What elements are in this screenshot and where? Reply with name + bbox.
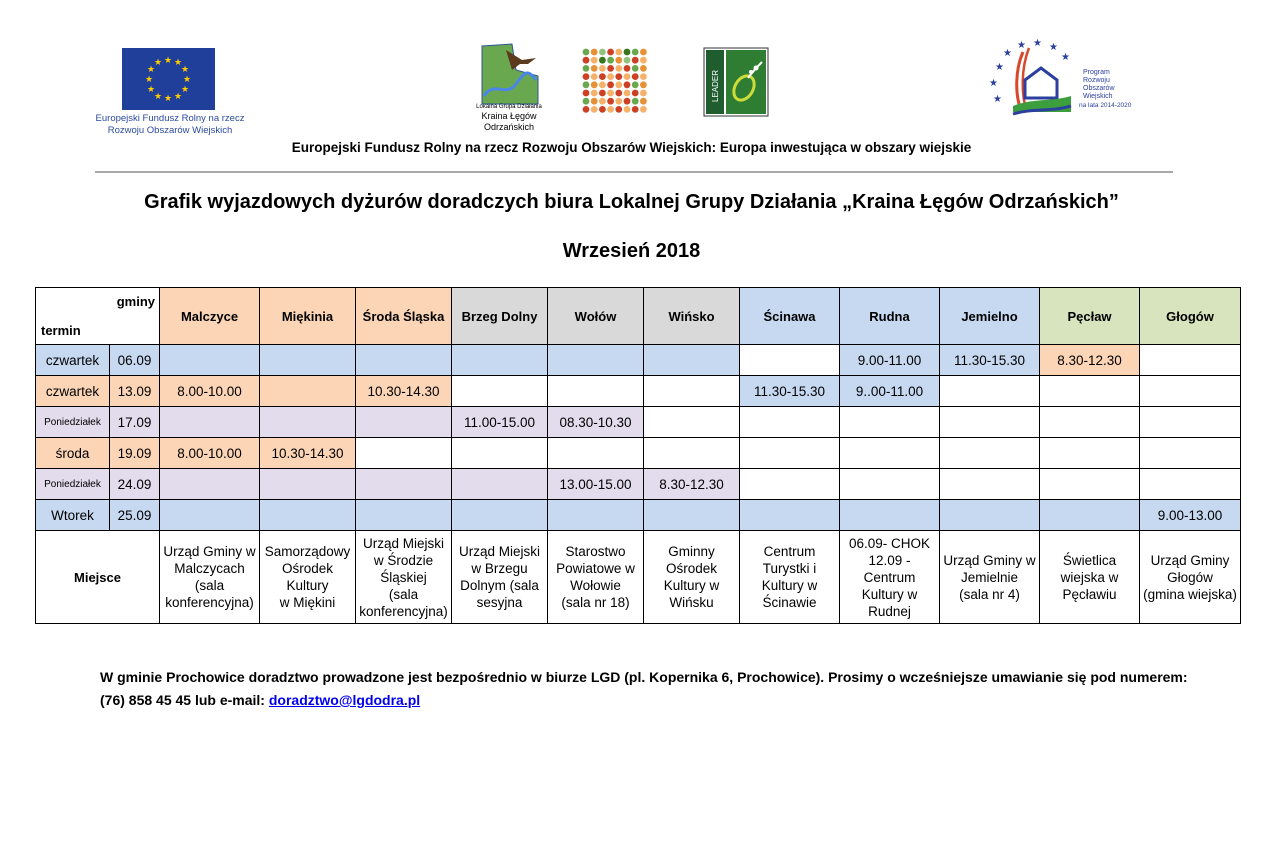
column-header: Głogów (1140, 288, 1241, 345)
svg-text:★: ★ (995, 62, 1004, 73)
row-day: Wtorek (36, 500, 110, 531)
table-row (36, 500, 1241, 531)
footer-note (100, 666, 1190, 712)
place-line: Kultury w (861, 586, 918, 602)
table-cell (644, 345, 740, 376)
dot-mark (640, 65, 647, 72)
table-cell (940, 376, 1040, 407)
row-day: czwartek (36, 345, 110, 376)
place-line: Turystki i (762, 561, 817, 576)
place-line: w Miękini (279, 595, 336, 610)
svg-text:★: ★ (144, 74, 154, 84)
place-line: Wołowie (570, 578, 621, 593)
table-cell (840, 469, 940, 500)
header-row (36, 288, 1241, 345)
dot-mark (615, 65, 622, 72)
table-cell (356, 407, 452, 438)
place-cell (740, 531, 840, 624)
table-cell (1040, 376, 1140, 407)
month-heading: Wrzesień 2018 (562, 240, 701, 262)
table-cell: 08.30-10.30 (548, 407, 644, 438)
lgd-caption-small: Lokalna Grupa Działania (476, 104, 542, 110)
table-cell (160, 500, 260, 531)
svg-text:★: ★ (1061, 52, 1070, 63)
place-cell (1040, 531, 1140, 624)
place-label: Miejsce (36, 531, 160, 624)
dot-mark (615, 49, 622, 56)
leader-logo (704, 48, 768, 116)
table-cell (160, 469, 260, 500)
row-date: 06.09 (110, 345, 160, 376)
dot-mark (599, 49, 606, 56)
svg-text:★: ★ (180, 84, 190, 94)
svg-text:★: ★ (182, 74, 192, 84)
eu-caption-line: Europejski Fundusz Rolny na rzecz (95, 113, 245, 124)
table-cell: 11.00-15.00 (452, 407, 548, 438)
dot-mark (607, 65, 614, 72)
table-cell (548, 376, 644, 407)
dot-mark (632, 65, 639, 72)
place-line: Samorządowy (264, 544, 351, 559)
table-cell: 11.30-15.30 (940, 345, 1040, 376)
place-line: Kultury w (663, 578, 720, 593)
svg-text:★: ★ (163, 93, 173, 103)
dot-mark (591, 57, 598, 64)
table-cell: 10.30-14.30 (356, 376, 452, 407)
svg-text:★: ★ (153, 91, 163, 101)
dot-mark (615, 57, 622, 64)
place-line: (sala (388, 586, 419, 602)
dots-pattern-logo (582, 48, 648, 114)
table-cell (260, 345, 356, 376)
dot-mark (599, 98, 606, 105)
place-line: Świetlica (1062, 552, 1117, 568)
table-cell (940, 500, 1040, 531)
row-day: czwartek (36, 376, 110, 407)
note-text: W gminie Prochowice doradztwo prowadzone jest bezpośrednio w biurze LGD (pl. Kopernika 6, Prochowice). Prosimy o wcześniejsze umawianie się pod numerem: (76) 858 45 45 lub e-mail: (100, 669, 1188, 708)
table-cell (452, 376, 548, 407)
prow-logo (985, 38, 1132, 122)
table-cell (356, 500, 452, 531)
table-cell (1140, 438, 1241, 469)
row-day: środa (36, 438, 110, 469)
lgd-caption-line: Kraina Łęgów (481, 111, 537, 121)
table-cell: 13.00-15.00 (548, 469, 644, 500)
place-line: Powiatowe w (556, 561, 635, 576)
dot-mark (591, 90, 598, 97)
table-cell (1140, 376, 1241, 407)
dot-mark (607, 98, 614, 105)
eu-caption-line: Rozwoju Obszarów Wiejskich (107, 125, 233, 136)
row-date: 25.09 (110, 500, 160, 531)
table-cell (740, 469, 840, 500)
table-cell (260, 407, 356, 438)
svg-text:★: ★ (146, 84, 156, 94)
corner-gminy-label: gminy (116, 294, 155, 309)
table-cell (260, 500, 356, 531)
dot-mark (640, 73, 647, 80)
column-header: Miękinia (260, 288, 356, 345)
dot-mark (632, 90, 639, 97)
prow-text-line: Rozwoju (1083, 77, 1110, 84)
place-line: Kultury w (761, 578, 818, 593)
table-cell: 9.00-13.00 (1140, 500, 1241, 531)
svg-text:★: ★ (180, 64, 190, 74)
table-row (36, 376, 1241, 407)
svg-text:★: ★ (173, 57, 183, 67)
lgd-bird-logo (476, 40, 544, 106)
table-cell (740, 438, 840, 469)
row-day: Poniedziałek (36, 407, 110, 438)
table-row (36, 345, 1241, 376)
dot-mark (591, 81, 598, 88)
dot-mark (624, 90, 631, 97)
dot-mark (624, 106, 631, 113)
eu-logo-caption (95, 113, 245, 137)
table-cell (1040, 407, 1140, 438)
dot-mark (632, 81, 639, 88)
column-header: Środa Śląska (356, 288, 452, 345)
table-cell: 8.00-10.00 (160, 376, 260, 407)
prow-text-line: na lata 2014-2020 (1079, 102, 1132, 109)
row-day: Poniedziałek (36, 469, 110, 500)
dot-mark (591, 49, 598, 56)
svg-text:★: ★ (173, 91, 183, 101)
places-row (36, 531, 1241, 624)
place-cell (548, 531, 644, 624)
table-cell (644, 407, 740, 438)
place-line: 06.09- CHOK (848, 535, 931, 551)
place-line: w Brzegu (471, 561, 528, 576)
svg-text:★: ★ (989, 78, 998, 89)
dot-mark (640, 49, 647, 56)
dot-mark (599, 57, 606, 64)
table-cell (740, 500, 840, 531)
place-line: Kultury (286, 578, 329, 593)
eu-stars-icon (122, 48, 215, 110)
table-row (36, 407, 1241, 438)
place-line: (sala (194, 578, 225, 593)
place-cell (160, 531, 260, 624)
table-cell (356, 345, 452, 376)
table-cell (548, 438, 644, 469)
place-cell (840, 531, 940, 624)
place-line: Wińsku (669, 595, 714, 610)
dot-mark (624, 73, 631, 80)
table-cell (940, 407, 1040, 438)
svg-text:★: ★ (1017, 40, 1026, 51)
place-line: Gminny (668, 544, 715, 559)
dot-mark (607, 57, 614, 64)
table-cell (1140, 469, 1241, 500)
dot-mark (624, 81, 631, 88)
place-cell (452, 531, 548, 624)
dot-mark (624, 57, 631, 64)
table-cell: 9.00-11.00 (840, 345, 940, 376)
place-line: Ośrodek (281, 561, 334, 576)
dot-mark (615, 73, 622, 80)
place-line: Malczycach (174, 561, 245, 576)
table-cell (644, 376, 740, 407)
column-header: Ścinawa (740, 288, 840, 345)
dot-mark (632, 98, 639, 105)
place-cell (644, 531, 740, 624)
place-line: 12.09 - (868, 552, 911, 568)
prow-text-line: Obszarów (1083, 85, 1115, 92)
corner-header-cell (36, 288, 160, 345)
table-cell (160, 345, 260, 376)
corner-termin-label: termin (41, 323, 81, 338)
place-line: Urząd Gminy w (163, 544, 256, 559)
dot-mark (583, 81, 590, 88)
table-cell (840, 407, 940, 438)
table-cell (644, 500, 740, 531)
place-line: sesyjna (476, 595, 523, 610)
row-date: 24.09 (110, 469, 160, 500)
dot-mark (615, 90, 622, 97)
place-line: wiejska w (1060, 569, 1119, 585)
table-cell (840, 500, 940, 531)
table-cell (260, 469, 356, 500)
svg-text:★: ★ (153, 57, 163, 67)
table-cell (1040, 500, 1140, 531)
table-cell: 8.00-10.00 (160, 438, 260, 469)
table-cell: 10.30-14.30 (260, 438, 356, 469)
dot-mark (583, 98, 590, 105)
svg-text:★: ★ (163, 55, 173, 65)
dot-mark (615, 98, 622, 105)
dot-mark (632, 106, 639, 113)
column-header: Brzeg Dolny (452, 288, 548, 345)
place-line: konferencyjna) (359, 603, 448, 619)
dot-mark (599, 65, 606, 72)
place-line: Ośrodek (665, 561, 718, 576)
dot-mark (599, 106, 606, 113)
dot-mark (607, 90, 614, 97)
row-date: 19.09 (110, 438, 160, 469)
eu-flag-logo (122, 48, 215, 110)
table-cell (940, 438, 1040, 469)
dot-mark (583, 49, 590, 56)
table-cell: 9..00-11.00 (840, 376, 940, 407)
dot-mark (591, 98, 598, 105)
column-header: Pęcław (1040, 288, 1140, 345)
dot-mark (624, 49, 631, 56)
place-line: Centrum (763, 544, 816, 559)
place-line: Starostwo (565, 544, 626, 559)
divider-rule (95, 171, 1173, 173)
dot-mark (624, 98, 631, 105)
email-link[interactable]: doradztwo@lgdodra.pl (268, 692, 421, 708)
dot-mark (591, 65, 598, 72)
table-cell (452, 438, 548, 469)
table-cell (740, 345, 840, 376)
place-line: Urząd Gminy (1150, 552, 1230, 568)
dot-mark (583, 65, 590, 72)
dot-mark (615, 81, 622, 88)
dot-mark (599, 81, 606, 88)
page-title: Grafik wyjazdowych dyżurów doradczych biura Lokalnej Grupy Działania „Kraina Łęgów Odrzańskich” (144, 191, 1119, 213)
svg-text:★: ★ (146, 64, 156, 74)
dot-mark (640, 90, 647, 97)
dot-mark (583, 57, 590, 64)
prow-text-line: Program (1083, 69, 1110, 76)
lgd-caption-line: Odrzańskich (483, 122, 535, 132)
table-cell (452, 345, 548, 376)
dot-mark (591, 106, 598, 113)
dot-mark (640, 57, 647, 64)
table-cell (840, 438, 940, 469)
place-line: Głogów (1167, 569, 1213, 585)
place-line: Jemielnie (960, 569, 1019, 585)
column-header: Jemielno (940, 288, 1040, 345)
table-cell (940, 469, 1040, 500)
table-cell (1140, 407, 1241, 438)
dot-mark (615, 106, 622, 113)
place-line: Śląskiej (380, 569, 427, 585)
table-cell (548, 500, 644, 531)
dot-mark (599, 73, 606, 80)
svg-text:★: ★ (993, 94, 1002, 105)
table-cell (1140, 345, 1241, 376)
place-line: Rudnej (868, 603, 911, 619)
svg-text:★: ★ (1049, 42, 1058, 53)
dot-mark (599, 90, 606, 97)
leader-text: LEADER (711, 69, 720, 102)
dot-mark (607, 106, 614, 113)
table-cell (548, 345, 644, 376)
schedule-table (35, 287, 1241, 624)
table-cell (356, 438, 452, 469)
place-line: Ścinawie (762, 595, 817, 610)
place-line: w Środzie (373, 552, 434, 568)
table-cell: 11.30-15.30 (740, 376, 840, 407)
row-date: 13.09 (110, 376, 160, 407)
dot-mark (640, 81, 647, 88)
dot-mark (624, 65, 631, 72)
dot-mark (607, 73, 614, 80)
dot-mark (583, 90, 590, 97)
lgd-logo-caption (468, 104, 550, 133)
place-cell (260, 531, 356, 624)
svg-text:★: ★ (1003, 48, 1012, 59)
place-line: konferencyjna) (165, 595, 254, 610)
dot-mark (632, 57, 639, 64)
table-row (36, 438, 1241, 469)
place-line: Urząd Miejski (458, 544, 540, 559)
row-date: 17.09 (110, 407, 160, 438)
dot-mark (583, 73, 590, 80)
place-cell (1140, 531, 1241, 624)
column-header: Rudna (840, 288, 940, 345)
dot-mark (591, 73, 598, 80)
place-cell (940, 531, 1040, 624)
dot-mark (640, 106, 647, 113)
prow-text-line: Wiejskich (1083, 93, 1113, 100)
dot-mark (607, 49, 614, 56)
table-cell (1040, 438, 1140, 469)
dot-mark (607, 81, 614, 88)
svg-text:★: ★ (1033, 38, 1042, 49)
table-cell (1040, 469, 1140, 500)
table-cell (160, 407, 260, 438)
table-cell (452, 469, 548, 500)
table-cell (356, 469, 452, 500)
place-line: Centrum (863, 569, 916, 585)
table-cell: 8.30-12.30 (644, 469, 740, 500)
place-line: Pęcławiu (1062, 586, 1117, 602)
table-cell: 8.30-12.30 (1040, 345, 1140, 376)
table-cell (740, 407, 840, 438)
place-line: Dolnym (sala (460, 578, 539, 593)
dot-mark (583, 106, 590, 113)
place-line: (sala nr 18) (561, 595, 630, 610)
table-cell (260, 376, 356, 407)
place-line: (sala nr 4) (959, 586, 1020, 602)
table-row (36, 469, 1241, 500)
dot-mark (632, 49, 639, 56)
place-line: (gmina wiejska) (1143, 586, 1237, 602)
table-cell (644, 438, 740, 469)
fund-subheading: Europejski Fundusz Rolny na rzecz Rozwoju Obszarów Wiejskich: Europa inwestująca w obszary wiejskie (291, 140, 972, 155)
dot-mark (632, 73, 639, 80)
column-header: Malczyce (160, 288, 260, 345)
place-cell (356, 531, 452, 624)
column-header: Wołów (548, 288, 644, 345)
place-line: Urząd Miejski (362, 535, 444, 551)
column-header: Wińsko (644, 288, 740, 345)
place-line: Urząd Gminy w (943, 552, 1036, 568)
dot-mark (640, 98, 647, 105)
table-cell (452, 500, 548, 531)
